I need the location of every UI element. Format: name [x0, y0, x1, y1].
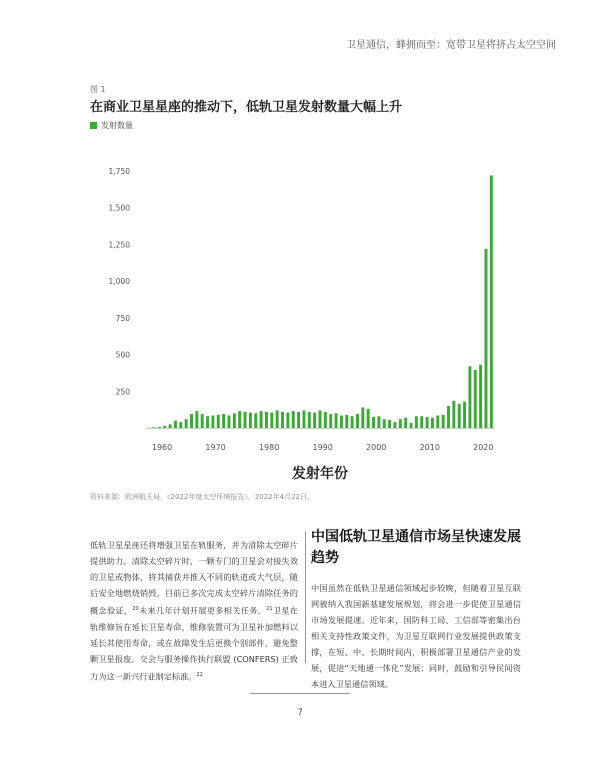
bar [485, 249, 488, 428]
bar [351, 416, 354, 428]
x-tick-label: 2010 [419, 443, 440, 452]
bar [324, 412, 327, 428]
bar [281, 412, 284, 428]
bar [276, 410, 279, 428]
bar [244, 412, 247, 428]
bar [217, 415, 220, 428]
bar [463, 402, 466, 428]
bar [361, 407, 364, 428]
left-column [90, 537, 298, 684]
x-tick-label: 1980 [258, 443, 280, 452]
bar [319, 410, 322, 428]
bar [270, 413, 273, 428]
bar [302, 410, 305, 428]
footnote-ref: 21 [266, 606, 273, 612]
bar [436, 416, 439, 428]
y-axis-ticks [109, 167, 131, 396]
left-text-run: 卫星在轨维修旨在延长卫星寿命，维修装置可为卫星补加燃料以延长其使用寿命，或在故障发生后更换个别部件，避免整颗卫星报废。交会与服务操作执行联盟 (CONFERS) 正致力为这一新兴行业制定标准。 [90, 605, 298, 682]
bar [206, 416, 209, 428]
bar [335, 413, 338, 428]
bar [222, 414, 225, 428]
bar [383, 419, 386, 428]
y-tick-label: 1,750 [108, 167, 130, 176]
bar [340, 416, 343, 428]
bar [479, 365, 482, 428]
bar [458, 404, 461, 428]
bar [345, 415, 348, 428]
bar [377, 416, 380, 428]
page-number: 7 [297, 708, 303, 718]
bar [169, 424, 172, 428]
x-tick-label: 2000 [366, 443, 387, 452]
bar [201, 414, 204, 428]
column-divider [305, 531, 306, 663]
y-tick-label: 1,000 [108, 277, 130, 287]
bar [179, 422, 182, 428]
y-tick-label: 1,250 [108, 240, 130, 250]
bar [452, 401, 455, 428]
bar [329, 414, 332, 428]
bar [356, 414, 359, 428]
bar [228, 416, 231, 428]
y-tick-label: 500 [115, 350, 130, 360]
bar-chart [0, 140, 600, 490]
bar [474, 370, 477, 428]
figure-label: 图 1 [90, 85, 106, 94]
right-column [311, 527, 521, 692]
bar [249, 413, 252, 428]
left-paragraph [90, 537, 298, 684]
bar [388, 420, 391, 428]
section-title: 中国低轨卫星通信市场呈快速发展趋势 [311, 529, 521, 566]
legend-swatch [90, 122, 97, 129]
bar [238, 411, 241, 428]
bar [426, 417, 429, 428]
y-tick-label: 250 [115, 387, 130, 397]
bar [410, 423, 413, 428]
x-tick-label: 2020 [473, 443, 494, 452]
chart-legend [90, 120, 133, 131]
x-axis-ticks [152, 443, 494, 452]
bar [447, 406, 450, 428]
bar [367, 409, 370, 428]
bar [195, 411, 198, 428]
bar [174, 421, 177, 428]
bar [431, 418, 434, 428]
footnote-ref: 22 [196, 671, 203, 678]
bar [233, 413, 236, 428]
left-text-run: 未来几年计划开展更多相关任务。 [138, 605, 267, 616]
bar [313, 413, 316, 428]
bar [415, 416, 418, 428]
figure-title: 在商业卫星星座的推动下，低轨卫星发射数量大幅上升 [90, 100, 403, 115]
bar [158, 427, 161, 428]
bar [420, 416, 423, 428]
x-axis-title: 发射年份 [292, 466, 348, 482]
left-text-run: 低轨卫星星座还将增强卫星在轨服务，并为清除太空碎片提供助力。清除太空碎片时，一颗专门的卫星会对接失效的卫星或物体，将其捕获并推入不同的轨道或大气层，随后安全地燃烧销毁。目前已多次完成太空碎片清除任务的概念验证， [90, 540, 298, 616]
figure-source: 资料来源：欧洲航天局，《2022年度太空环境报告》，2022年4月22日。 [90, 493, 314, 501]
bars [147, 175, 493, 428]
right-paragraph: 中国虽然在低轨卫星通信领域起步较晚，但随着卫星互联网被纳入我国新基建发展规划，将会进一步促使卫星通信市场发展提速。近年来，国防科工局、工信部等密集出台相关支持性政策文件，为卫星互联网行业发展提供政策支撑，在短、中、长期时间内，积极部署卫星通信产业的发展，促进“天地通一体化”发展；同时，鼓励和引导民间资本进入卫星通信领域。 [311, 583, 521, 689]
bar [265, 412, 268, 428]
bar [153, 427, 156, 428]
bar [163, 426, 166, 428]
bar [372, 417, 375, 428]
x-tick-label: 1970 [205, 443, 226, 452]
bar [292, 411, 295, 428]
bar [185, 419, 188, 428]
bar [286, 413, 289, 428]
bar [393, 422, 396, 428]
bar [490, 175, 493, 428]
y-tick-label: 1,500 [108, 203, 130, 213]
bar [404, 418, 407, 428]
x-tick-label: 1990 [312, 443, 333, 452]
bar [190, 414, 193, 428]
x-tick-label: 1960 [151, 443, 173, 452]
bar [254, 413, 257, 428]
bar [308, 412, 311, 428]
footnote-ref: 20 [132, 606, 139, 612]
bar [442, 415, 445, 428]
legend-label: 发射数量 [101, 121, 133, 130]
bar [468, 366, 471, 428]
bar [260, 411, 263, 428]
bar [211, 416, 214, 428]
bar [297, 412, 300, 428]
running-header: 卫星通信，蜂拥而至：宽带卫星将挤占太空空间 [346, 40, 556, 51]
bar [399, 419, 402, 428]
y-tick-label: 750 [115, 313, 130, 323]
footer-rule [250, 693, 350, 694]
